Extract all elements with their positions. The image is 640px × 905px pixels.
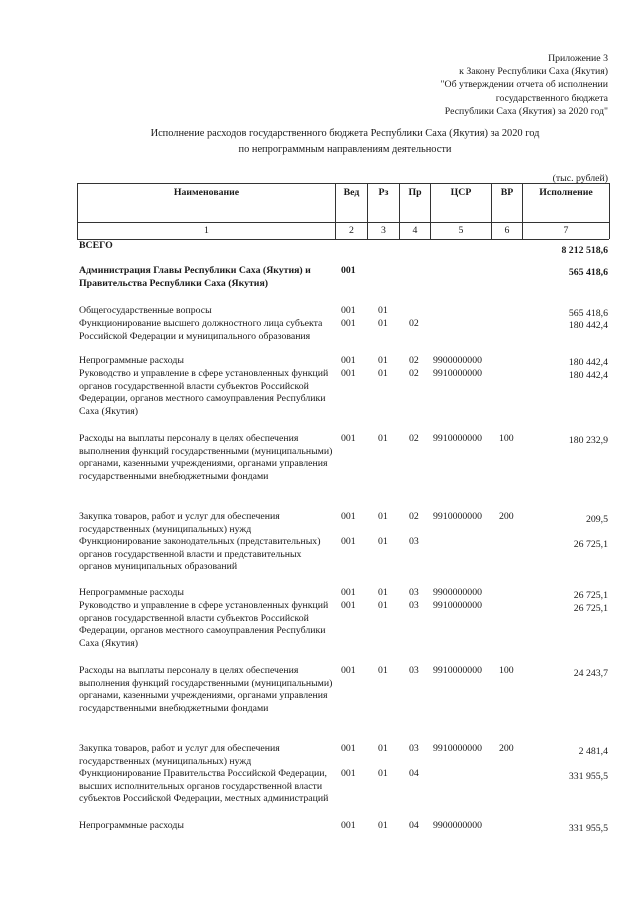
row-amount: 565 418,6 bbox=[568, 308, 608, 319]
row-amount: 26 725,1 bbox=[573, 539, 608, 550]
row-csr: 9910000000 bbox=[433, 433, 482, 444]
row-rz: 01 bbox=[378, 600, 388, 611]
row-name: Расходы на выплаты персоналу в целях обеспечения выполнения функций государственными (муниципальными) органами, казенными учреждениями, органами управления государственными внебюджетными фондами bbox=[79, 433, 333, 482]
row-csr: 9910000000 bbox=[433, 600, 482, 611]
row-vr: 100 bbox=[499, 433, 514, 444]
row-ved: 001 bbox=[341, 536, 356, 547]
column-number: 7 bbox=[563, 225, 569, 236]
row-amount: 26 725,1 bbox=[573, 590, 608, 601]
grid-line bbox=[77, 222, 609, 223]
row-name: Администрация Главы Республики Саха (Якутия) и Правительства Республики Саха (Якутия) bbox=[79, 265, 311, 289]
row-ved: 001 bbox=[341, 433, 356, 444]
row-ved: 001 bbox=[341, 600, 356, 611]
appendix-line: Приложение 3 bbox=[548, 53, 608, 64]
appendix-line: "Об утверждении отчета об исполнении bbox=[440, 79, 608, 91]
column-number: 6 bbox=[504, 225, 510, 236]
row-pr: 02 bbox=[409, 368, 419, 379]
row-pr: 04 bbox=[409, 820, 419, 831]
row-name: Расходы на выплаты персоналу в целях обеспечения выполнения функций государственными (муниципальными) органами, казенными учреждениями, органами управления государственными внебюджетными фондами bbox=[79, 665, 333, 714]
row-vr: 100 bbox=[499, 665, 514, 676]
row-csr: 9910000000 bbox=[433, 665, 482, 676]
column-number: 5 bbox=[458, 225, 464, 236]
row-name: Непрограммные расходы bbox=[79, 587, 184, 598]
row-rz: 01 bbox=[378, 743, 388, 754]
row-ved: 001 bbox=[341, 820, 356, 831]
row-name: Функционирование Правительства Российской Федерации, высших исполнительных органов государственной власти субъектов Российской Федерации, местных администраций bbox=[79, 768, 329, 805]
appendix-line: к Закону Республики Саха (Якутия) bbox=[459, 66, 608, 78]
row-ved: 001 bbox=[341, 368, 356, 379]
row-csr: 9900000000 bbox=[433, 820, 482, 831]
row-name: Непрограммные расходы bbox=[79, 355, 184, 366]
row-name: Руководство и управление в сфере установленных функций органов государственной власти субъектов Российской Федерации, органов местного самоуправления Республики Саха (Якутия) bbox=[79, 600, 329, 649]
appendix-block bbox=[388, 52, 608, 118]
row-name: Непрограммные расходы bbox=[79, 820, 184, 831]
row-pr: 03 bbox=[409, 600, 419, 611]
row-amount: 180 442,4 bbox=[568, 370, 608, 381]
row-amount: 331 955,5 bbox=[568, 823, 608, 834]
appendix-line: государственного бюджета bbox=[495, 92, 608, 104]
row-name: Руководство и управление в сфере установленных функций органов государственной власти субъектов Российской Федерации, органов местного самоуправления Республики Саха (Якутия) bbox=[79, 368, 329, 417]
row-rz: 01 bbox=[378, 368, 388, 379]
row-pr: 02 bbox=[409, 318, 419, 329]
row-amount: 2 481,4 bbox=[578, 746, 608, 757]
row-amount: 26 725,1 bbox=[573, 603, 608, 614]
row-name: Закупка товаров, работ и услуг для обеспечения государственных (муниципальных) нужд bbox=[79, 743, 280, 767]
row-rz: 01 bbox=[378, 536, 388, 547]
row-vr: 200 bbox=[499, 743, 514, 754]
column-number: 3 bbox=[381, 225, 386, 236]
row-pr: 03 bbox=[409, 743, 419, 754]
row-ved: 001 bbox=[341, 743, 356, 754]
grid-line bbox=[77, 183, 609, 184]
row-pr: 03 bbox=[409, 587, 419, 598]
row-rz: 01 bbox=[378, 587, 388, 598]
grid-line bbox=[609, 183, 610, 239]
row-amount: 209,5 bbox=[585, 514, 608, 525]
row-ved: 001 bbox=[341, 265, 356, 276]
header-ved: Вед bbox=[343, 187, 360, 198]
document-subtitle: по непрограммным направлениям деятельности bbox=[238, 144, 452, 155]
row-amount: 8 212 518,6 bbox=[561, 245, 608, 256]
row-amount: 24 243,7 bbox=[573, 668, 608, 679]
header-amount: Исполнение bbox=[539, 187, 593, 198]
row-name: Общегосударственные вопросы bbox=[79, 305, 212, 316]
row-name: Функционирование законодательных (представительных) органов государственной власти и представительных органов муниципальных образований bbox=[79, 536, 321, 573]
row-pr: 04 bbox=[409, 768, 419, 779]
row-ved: 001 bbox=[341, 355, 356, 366]
row-amount: 180 232,9 bbox=[568, 435, 608, 446]
row-ved: 001 bbox=[341, 768, 356, 779]
row-ved: 001 bbox=[341, 665, 356, 676]
row-pr: 02 bbox=[409, 511, 419, 522]
row-csr: 9900000000 bbox=[433, 355, 482, 366]
row-vr: 200 bbox=[499, 511, 514, 522]
row-ved: 001 bbox=[341, 511, 356, 522]
row-amount: 331 955,5 bbox=[568, 771, 608, 782]
column-number: 2 bbox=[349, 225, 354, 236]
header-pr: Пр bbox=[408, 187, 422, 198]
row-ved: 001 bbox=[341, 318, 356, 329]
row-pr: 03 bbox=[409, 665, 419, 676]
row-rz: 01 bbox=[378, 768, 388, 779]
header-vr: ВР bbox=[500, 187, 514, 198]
row-rz: 01 bbox=[378, 433, 388, 444]
row-csr: 9900000000 bbox=[433, 587, 482, 598]
row-ved: 001 bbox=[341, 305, 356, 316]
row-pr: 03 bbox=[409, 536, 419, 547]
units-label: (тыс. рублей) bbox=[552, 173, 608, 184]
row-ved: 001 bbox=[341, 587, 356, 598]
row-name: Закупка товаров, работ и услуг для обеспечения государственных (муниципальных) нужд bbox=[79, 511, 280, 535]
appendix-line: Республики Саха (Якутия) за 2020 год" bbox=[444, 105, 608, 117]
row-csr: 9910000000 bbox=[433, 368, 482, 379]
row-amount: 180 442,4 bbox=[568, 320, 608, 331]
row-rz: 01 bbox=[378, 511, 388, 522]
row-amount: 180 442,4 bbox=[568, 357, 608, 368]
column-number: 4 bbox=[412, 225, 418, 236]
row-rz: 01 bbox=[378, 355, 388, 366]
row-pr: 02 bbox=[409, 433, 419, 444]
header-name: Наименование bbox=[173, 187, 240, 198]
row-name: Функционирование высшего должностного лица субъекта Российской Федерации и муниципального образования bbox=[79, 318, 323, 342]
row-rz: 01 bbox=[378, 665, 388, 676]
row-rz: 01 bbox=[378, 820, 388, 831]
row-rz: 01 bbox=[378, 305, 388, 316]
row-name: ВСЕГО bbox=[79, 240, 113, 251]
header-rz: Рз bbox=[378, 187, 389, 198]
row-amount: 565 418,6 bbox=[568, 267, 608, 278]
row-pr: 02 bbox=[409, 355, 419, 366]
row-rz: 01 bbox=[378, 318, 388, 329]
row-csr: 9910000000 bbox=[433, 511, 482, 522]
header-csr: ЦСР bbox=[450, 187, 472, 198]
document-title: Исполнение расходов государственного бюджета Республики Саха (Якутия) за 2020 год bbox=[150, 128, 540, 139]
column-number: 1 bbox=[204, 225, 209, 236]
row-csr: 9910000000 bbox=[433, 743, 482, 754]
